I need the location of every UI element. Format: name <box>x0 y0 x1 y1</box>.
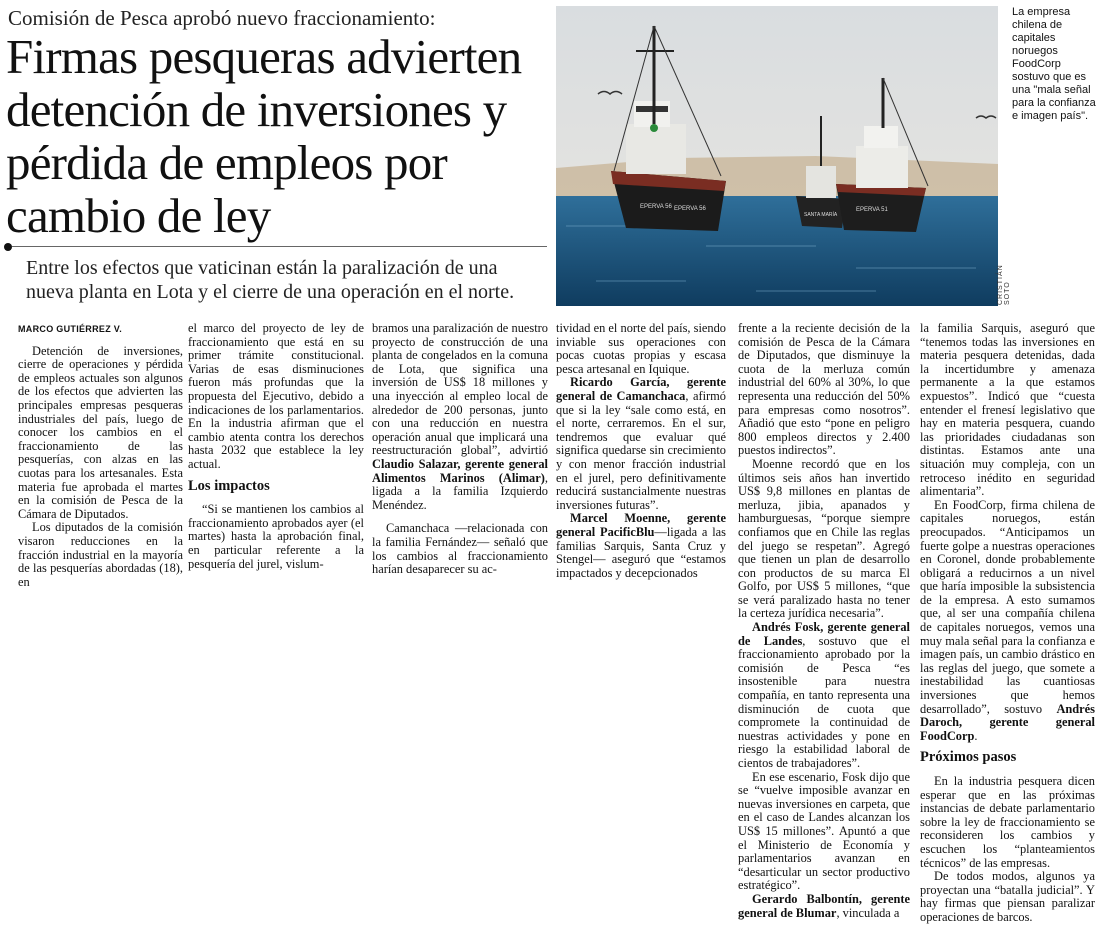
paragraph <box>738 893 910 920</box>
paragraph: frente a la reciente decisión de la comisión de Pesca de la Cámara de Diputados, que disminuye la cuota de la merluza común industrial del 60% al 30%, lo que representa una reducción del 50% para empresas como nosotros”. Añadió que esto “pone en peligro 800 empleos directos y 2.400 puestos indirectos”. <box>738 321 910 458</box>
source-name: Gerardo Balbontín, gerente general de Blumar <box>738 891 910 920</box>
paragraph: Los diputados de la comisión visaron reducciones en la fracción industrial en la mayoría de las pesquerías abordadas (18), en <box>18 520 183 589</box>
source-name: Andrés Daroch, gerente general FoodCorp <box>920 701 1095 743</box>
quote-text: , ligada a la familia Izquierdo Menéndez. <box>372 470 548 512</box>
byline: MARCO GUTIÉRREZ V. <box>18 324 123 334</box>
source-name: Andrés Fosk, gerente general de Landes <box>738 620 910 648</box>
text-column-1 <box>18 322 183 589</box>
boat-hull-label: EPERVA 51 <box>856 207 888 213</box>
subhead-impactos: Los impactos <box>188 477 270 494</box>
quote-text: , sostuvo que el fraccionamiento aprobado por la comisión de Pesca “es insostenible para nuestra compañía, en tanto representa una disminución de cuota que compromete la continuidad de nuestras actividades y pone en riesgo la estabilidad laboral de cientos de trabajadores”. <box>738 633 910 770</box>
photo-caption: La empresa chilena de capitales noruegos FoodCorp sostuvo que es una "mala señal para la confianza e imagen país". <box>1012 6 1096 122</box>
paragraph <box>738 621 910 771</box>
article-kicker: Comisión de Pesca aprobó nuevo fraccionamiento: <box>8 6 436 30</box>
bullet-dot <box>4 243 12 251</box>
paragraph: tividad en el norte del país, siendo inviable sus operaciones con pocas cuotas propias y escasa pesca artesanal en Iquique. <box>556 321 726 376</box>
quote-text: , afirmó que si la ley “sale como está, en el norte, cerraremos. En el sur, tendremos que evaluar qué significa quedarse sin crecimiento y con menor fracción industrial en el jurel, pero definitivamente reducirá sustancialmente nuestras inversiones futuras”. <box>556 388 726 512</box>
article-headline: Firmas pesqueras advierten detención de inversiones y pérdida de empleos por cambio de ley <box>6 29 522 243</box>
boat-hull-label: EPERVA 56 <box>674 206 706 212</box>
text-column-4 <box>556 322 726 580</box>
paragraph <box>372 322 548 512</box>
photo-credit: CRISTIÁN SOTO <box>997 264 1011 305</box>
paragraph <box>920 499 1095 744</box>
headline-rule <box>12 246 547 247</box>
paragraph <box>556 376 726 512</box>
boat-hull-label: EPERVA 56 <box>640 204 672 210</box>
paragraph: Moenne recordó que en los últimos seis años han invertido US$ 9,8 millones en plantas de merluza, jibia, apanados y hamburguesas, “porque siempre confiamos que en Chile las reglas del juego se respetan”. Agregó que tienen un plan de desarrollo con productos de su marca El Golfo, por US$ 5 millones, “que se verá paralizado hasta no tener la certeza jurídica necesaria”. <box>738 456 910 621</box>
boat-hull-label: SANTA MARÍA <box>804 212 838 218</box>
source-name: Marcel Moenne, gerente general PacificBlu <box>556 511 726 539</box>
fishing-boats-photo <box>556 6 998 306</box>
text-column-6 <box>920 322 1095 925</box>
text-column-5 <box>738 322 910 920</box>
paragraph: En la industria pesquera dicen esperar que en las próximas instancias de debate parlamentario sobre la ley de fraccionamiento se reconsideren los cambios y escuchen los “planteamientos técnicos” de las empresas. <box>920 774 1095 870</box>
paragraph: Camanchaca —relacionada con la familia Fernández— señaló que los cambios al fraccionamiento harían desaparecer su ac- <box>372 521 548 577</box>
paragraph: Detención de inversiones, cierre de operaciones y pérdida de empleos actuales son algunos de los efectos que advierten las principales empresas pesqueras industriales del país, luego de conocer los cambios en el fraccionamiento de las pesquerías, con alzas en las cuotas para los artesanales. Esta materia fue aprobada el martes en la comisión de Pesca de la Cámara de Diputados. <box>18 343 183 521</box>
article-deck: Entre los efectos que vaticinan están la paralización de una nueva planta en Lota y el cierre de una operación en el norte. <box>26 257 515 303</box>
source-name: Ricardo García, gerente general de Camanchaca <box>556 375 726 403</box>
quote-text: . <box>974 728 978 743</box>
text-column-3 <box>372 322 548 577</box>
quote-text: bramos una paralización de nuestro proyecto de construcción de una planta de congelados en la comuna de Lota, que significa una inversión de US$ 18 millones y una inyección al empleo local de alrededor de 200 personas, junto con una reducción en nuestra operación anual que implicará una reestructuración global”, advirtió <box>372 321 548 458</box>
quote-text: —ligada a las familias Sarquis, Santa Cruz y Stengel— aseguró que “estamos impactados y decepcionados <box>556 524 726 580</box>
paragraph: el marco del proyecto de ley de fraccionamiento que está en su primer trámite constitucional. Varias de esas disminuciones fueron más profundas que la propuesta del Ejecutivo, debido a indicaciones de los parlamentarios. En la industria afirman que el cambio atenta contra los derechos hasta 2032 que establece la ley actual. <box>188 321 364 471</box>
subhead-proximos-pasos: Próximos pasos <box>920 749 1017 766</box>
paragraph: De todos modos, algunos ya proyectan una “batalla judicial”. Y hay firmas que piensan paralizar operaciones de barcos. <box>920 869 1095 924</box>
paragraph <box>556 512 726 580</box>
quote-text: En FoodCorp, firma chilena de capitales noruegos, están preocupados. “Anticipamos un fuerte golpe a nuestras operaciones en Coronel, donde probablemente obligará a reducirnos a un nivel que haría imposible la subsistencia de la empresa. A esto sumamos que, al ser una compañía chilena de capitales noruegos, vemos una muy mala señal para la confianza e imagen país, un cambio drástico en las reglas del juego, que somete a inestabilidad las cuantiosas inversiones que hemos desarrollado”, sostuvo <box>920 497 1095 716</box>
paragraph: la familia Sarquis, aseguró que “tenemos todas las inversiones en materia pesquera detenidas, dada la incertidumbre y amenaza permanente a la que estamos expuestos”. Indicó que “cuesta entender el frenesí legislativo que hay en materia pesquera, cuando las prioridades ciudadanas son distintas. Estamos ante una situación muy compleja, con un retroceso inédito en seguridad alimentaria”. <box>920 321 1095 499</box>
quote-text: , vinculada a <box>836 905 900 920</box>
paragraph: “Si se mantienen los cambios al fraccionamiento aprobados ayer (el martes) hasta la aprobación final, en particular referente a la pesquería del jurel, vislum- <box>188 502 364 571</box>
text-column-2 <box>188 322 364 571</box>
source-name: Claudio Salazar, gerente general Alimentos Marinos (Alimar) <box>372 456 548 485</box>
photo-illustration <box>556 6 998 306</box>
paragraph: En ese escenario, Fosk dijo que se “vuelve imposible avanzar en nuevas inversiones en carpeta, que en el caso de Landes alcanzan los US$ 15 millones”. Apuntó a que el Ministerio de Economía y parlamentarios avanzan en “desarticular un sector productivo estratégico”. <box>738 769 910 893</box>
